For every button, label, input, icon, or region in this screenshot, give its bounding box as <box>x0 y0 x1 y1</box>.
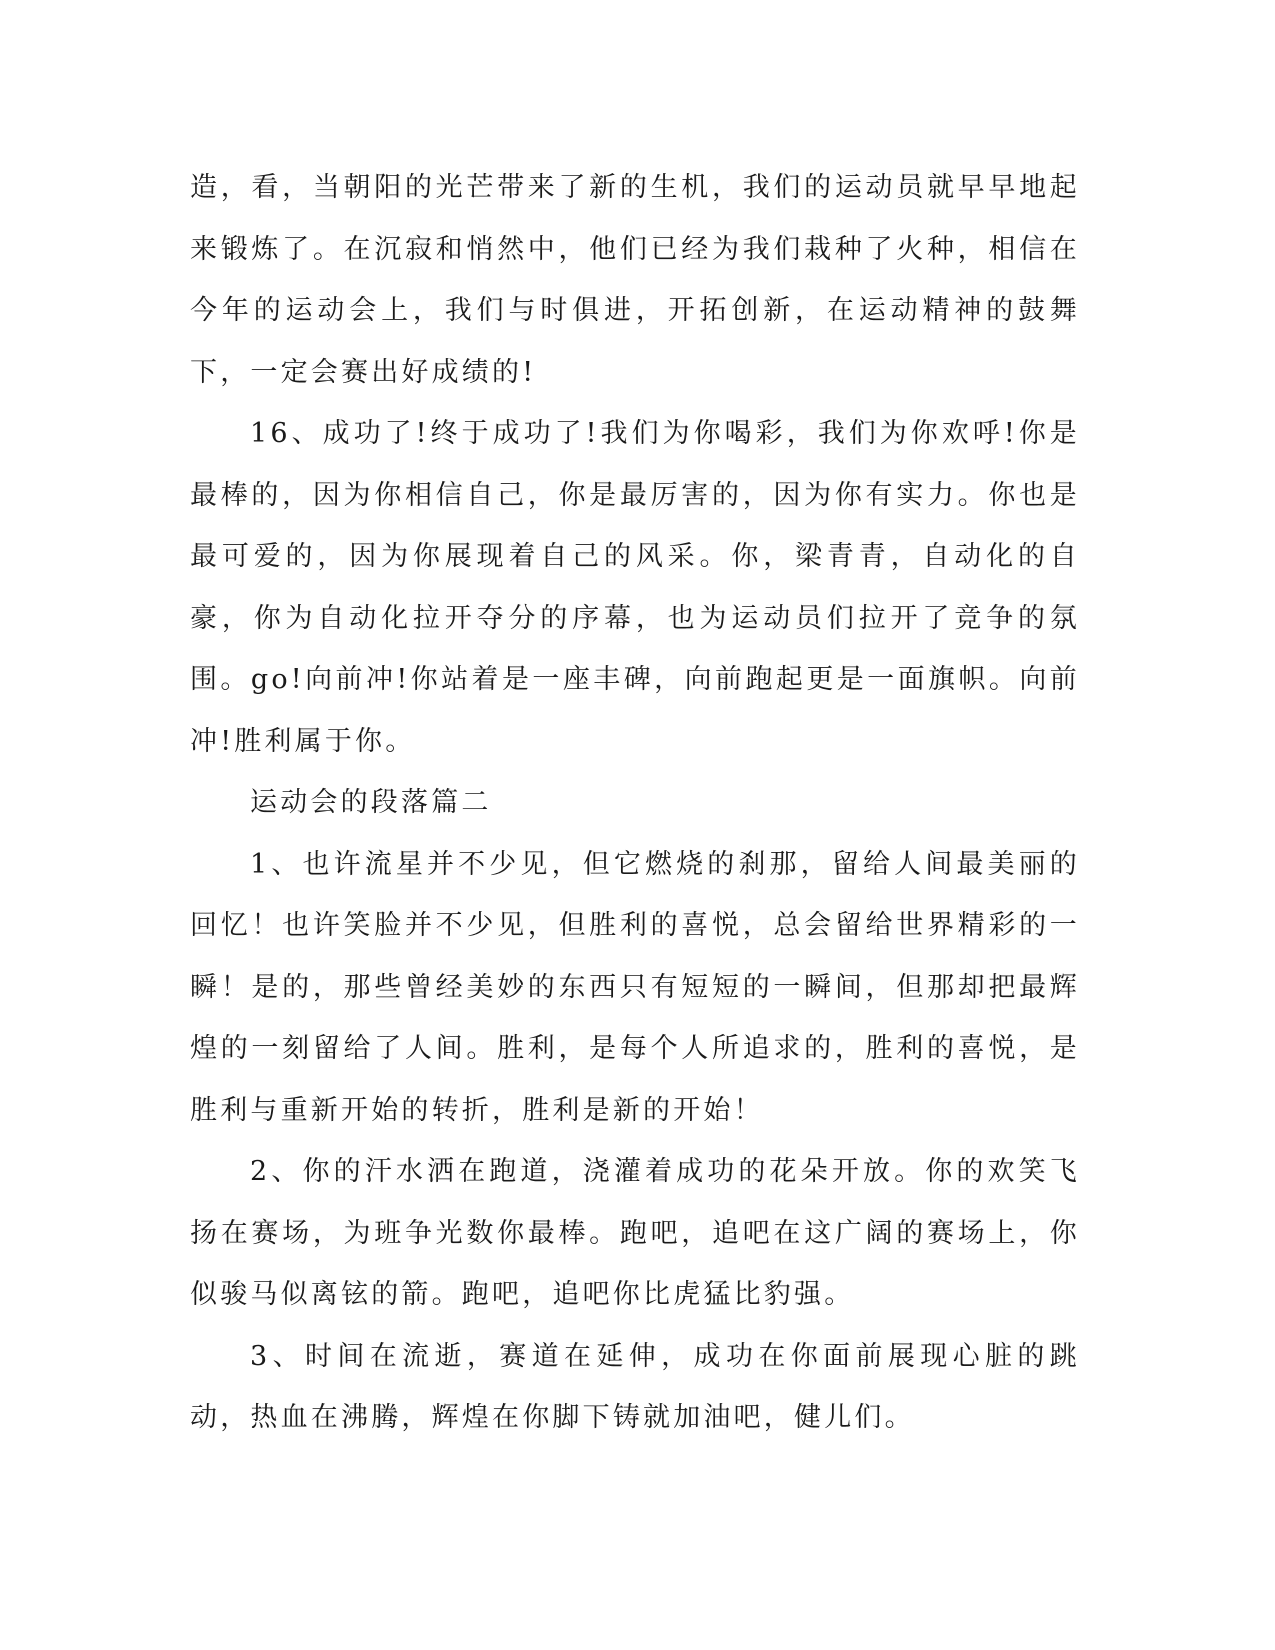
document-body <box>190 157 1080 1449</box>
paragraph-16: 16、成功了!终于成功了!我们为你喝彩，我们为你欢呼!你是最棒的，因为你相信自己，你是最厉害的，因为你有实力。你也是最可爱的，因为你展现着自己的风采。你，梁青青，自动化的自豪，你为自动化拉开夺分的序幕，也为运动员们拉开了竞争的氛围。go!向前冲!你站着是一座丰碑，向前跑起更是一面旗帜。向前冲!胜利属于你。 <box>190 418 1080 757</box>
paragraph-1: 1、也许流星并不少见，但它燃烧的刹那，留给人间最美丽的回忆！也许笑脸并不少见，但胜利的喜悦，总会留给世界精彩的一瞬！是的，那些曾经美妙的东西只有短短的一瞬间，但那却把最辉煌的一刻留给了人间。胜利，是每个人所追求的，胜利的喜悦，是胜利与重新开始的转折，胜利是新的开始！ <box>190 848 1080 1126</box>
paragraph-2: 2、你的汗水洒在跑道，浇灌着成功的花朵开放。你的欢笑飞扬在赛场，为班争光数你最棒。跑吧，追吧在这广阔的赛场上，你似骏马似离铉的箭。跑吧，追吧你比虎猛比豹强。 <box>190 1156 1080 1310</box>
section-heading: 运动会的段落篇二 <box>250 787 492 818</box>
paragraph-continuation: 造，看，当朝阳的光芒带来了新的生机，我们的运动员就早早地起来锻炼了。在沉寂和悄然中，他们已经为我们栽种了火种，相信在今年的运动会上，我们与时俱进，开拓创新，在运动精神的鼓舞下，一定会赛出好成绩的! <box>190 172 1080 388</box>
paragraph-3: 3、时间在流逝，赛道在延伸，成功在你面前展现心脏的跳动，热血在沸腾，辉煌在你脚下铸就加油吧，健儿们。 <box>190 1340 1080 1433</box>
